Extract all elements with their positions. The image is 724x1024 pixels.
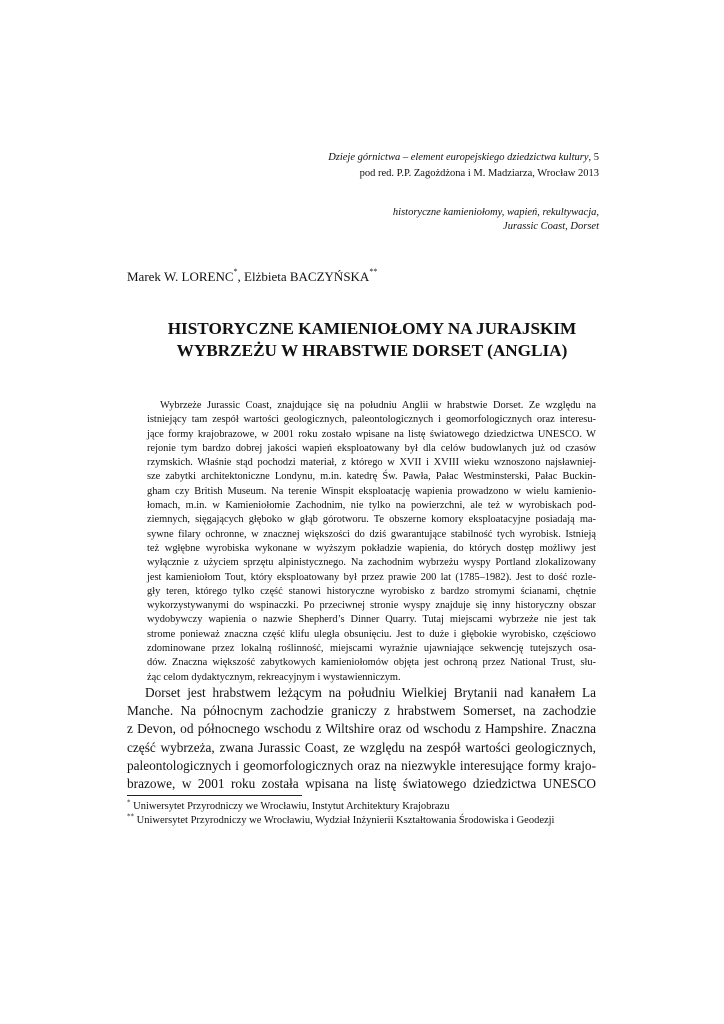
abstract-line: wykorzystywanymi do wspinaczki. Po przeciwnej stronie wyspy znajduje się inny historyczny obszar (147, 600, 596, 612)
abstract-line: istniejący tam zespół wartości geologicznych, paleontologicznych i geomorfologicznych oraz interesu- (147, 414, 596, 426)
series-line (139, 150, 599, 166)
series-volume: , 5 (588, 152, 599, 163)
authors (127, 268, 377, 286)
body-line: brazowe, w 2001 roku została wpisana na listę światowego dziedzictwa UNESCO (127, 776, 596, 792)
keywords-line-1: historyczne kamieniołomy, wapień, rekultywacja, (392, 207, 599, 218)
abstract-line: wyłącznie z użyciem sprzętu alpinistycznego. Na zachodnim wybrzeżu wyspy Portland zlokalizowany (147, 557, 596, 569)
author-1: Marek W. LORENC (127, 269, 234, 284)
abstract-line: jest kamieniołom Tout, który eksploatowany był przez prawie 200 lat (1785–1982). Jest to dość rozle- (147, 571, 596, 583)
author-2-footnote-mark: ** (369, 266, 378, 276)
keywords-line-2: Jurassic Coast, Dorset (503, 221, 599, 232)
abstract-line: rzymskich. Właśnie stąd pochodzi materiał, z którego w XVII i XVIII wieku wznoszono najsławniej- (147, 457, 596, 469)
abstract-line: żąc celom dydaktycznym, rekreacyjnym i wystawienniczym. (147, 671, 401, 683)
author-2: Elżbieta BACZYŃSKA (244, 269, 370, 284)
body-line: Dorset jest hrabstwem leżącym na południu Wielkiej Brytanii nad kanałem La (145, 685, 596, 700)
footnote-1-text: Uniwersytet Przyrodniczy we Wrocławiu, Instytut Architektury Krajobrazu (130, 801, 450, 812)
footnote-rule (127, 795, 302, 796)
footnote-1 (127, 800, 607, 814)
abstract-line: też wgłębne wyrobiska wykonane w wyższym pokładzie wapienia, do których dostęp możliwy jest (147, 542, 596, 554)
keywords (139, 206, 599, 234)
author-1-footnote-mark: * (233, 266, 238, 276)
abstract-line: rejonie tym bardzo dobrej jakości wapień eksploatowany był dla celów budowlanych już od czasów (147, 442, 596, 454)
abstract-line: zdominowane przez lokalną roślinność, miejscami wyraźnie ujawniające sekwencję tutejszych osa- (147, 643, 596, 655)
editors-line: pod red. P.P. Zagożdżona i M. Madziarza, Wrocław 2013 (359, 168, 599, 179)
abstract-line: Wybrzeże Jurassic Coast, znajdujące się na południu Anglii w hrabstwie Dorset. Ze względu na (160, 400, 596, 411)
paper-title (142, 318, 602, 362)
footnote-2-mark: ** (127, 812, 134, 821)
footnote-2-text: Uniwersytet Przyrodniczy we Wrocławiu, Wydział Inżynierii Kształtowania Środowiska i Geodezji (134, 815, 555, 826)
publication-header (139, 150, 599, 182)
abstract-line: jące formy krajobrazowe, w 2001 roku zostało wpisane na listę światowego dziedzictwa UNESCO. W (147, 428, 596, 440)
body-line: część wybrzeża, zwana Jurassic Coast, ze względu na zespół wartości geologicznych, (127, 739, 596, 755)
body-line: z Devon, od północnego wschodu z Wiltshire oraz od wschodu z Hampshire. Znaczna (127, 721, 596, 737)
title-line-2: WYBRZEŻU W HRABSTWIE DORSET (ANGLIA) (176, 341, 568, 360)
abstract-line: strome ponieważ znaczna część klifu uległa obsunięciu. Jest to duże i głębokie wyrobisko, częściowo (147, 628, 596, 640)
abstract (147, 399, 596, 685)
footnotes (127, 800, 607, 828)
title-line-1: HISTORYCZNE KAMIENIOŁOMY NA JURAJSKIM (167, 319, 577, 338)
author-separator: , (237, 269, 245, 284)
abstract-line: gły teren, którego tylko część stanowi historyczne wyrobisko z bardzo stromymi ścianami, chętnie (147, 585, 596, 597)
abstract-line: ziemnych, sięgających głęboko w głąb górotworu. Te obszerne komory eksploatacyjne posiadają ma- (147, 514, 596, 526)
body-text (127, 684, 596, 793)
abstract-line: gham czy British Museum. Na terenie Winspit eksploatację wapienia prowadzono w wielu kamienio- (147, 485, 596, 497)
abstract-line: sywne filary ochronne, w znacznej większości do dziś gwarantujące stabilność tych wyrobisk. Istnieją (147, 528, 596, 540)
abstract-line: wydobywczy wapienia o nazwie Shepherd’s Dinner Quarry. Tutaj miejscami wybrzeże nie jest tak (147, 614, 596, 626)
abstract-line: łomach, m.in. w Kamieniołomie Zachodnim, nie tylko na powierzchni, ale też w wyrobiskach pod- (147, 500, 596, 512)
body-line: Manche. Na północnym zachodzie graniczy z hrabstwem Somerset, na zachodzie (127, 703, 596, 719)
body-line: paleontologicznych i geomorfologicznych oraz na niezwykle interesujące formy krajo- (127, 757, 596, 773)
abstract-line: dów. Znaczna większość zabytkowych kamieniołomów objęta jest ochroną przez National Trust, słu- (147, 657, 596, 669)
abstract-line: sze zabytki architektoniczne Londynu, m.in. katedrę Św. Pawła, Pałac Westminsterski, Pałac Buckin- (147, 471, 596, 483)
footnote-2 (127, 814, 607, 828)
footnote-1-mark: * (127, 798, 131, 807)
series-title: Dzieje górnictwa – element europejskiego dziedzictwa kultury (328, 152, 589, 163)
